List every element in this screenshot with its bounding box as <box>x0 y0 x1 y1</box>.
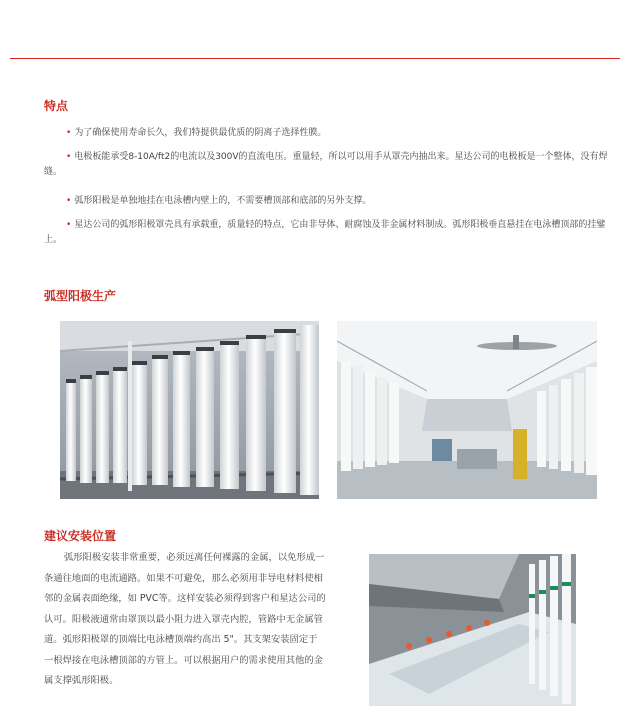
production-heading: 弧型阳极生产 <box>44 289 117 303</box>
workshop-photo <box>337 321 597 499</box>
bullet-icon: • <box>66 196 72 206</box>
anode-tubes-photo <box>60 321 319 499</box>
installation-heading: 建议安装位置 <box>44 529 117 543</box>
installation-text: 弧形阳极安装非常重要，必须远离任何裸露的金属，以免形成一条通往地面的电流通路。如果不可避免，那么必须用非导电材料使相邻的金属表面绝缘，如 PVC等。这样安装必须得到客户和星达公司的认可。阳极液通常由罩顶以最小阻力进入罩壳内腔，管路中无金属管道。弧形阳极罩的顶端比电泳槽顶端约高出 5"。其支架安装固定于一根焊接在电泳槽顶部的方管上。可以根据用户的需求使用其他的金属支撑弧形阳极。 <box>44 552 326 686</box>
feature-item-1: • 为了确保使用寿命长久，我们特提供最优质的阴离子选择性膜。 <box>66 128 327 138</box>
bullet-icon: • <box>66 220 72 230</box>
feature-item-3: • 弧形阳极是单独地挂在电泳槽内壁上的，不需要槽顶部和底部的另外支撑。 <box>66 196 372 206</box>
feature-item-2: • 电极板能承受8-10A/ft2的电流以及300V的直流电压。重量轻，所以可以用手从罩壳内抽出来。星达公司的电极板是一个整体，没有焊缝。 <box>44 152 608 177</box>
bullet-icon: • <box>66 128 72 138</box>
feature-item-4: • 星达公司的弧形阳极罩壳具有承载重，质量轻的特点，它由非导体、耐腐蚀及非金属材料制成。弧形阳极垂直悬挂在电泳槽顶部的挂鐾上。 <box>44 220 606 245</box>
features-heading: 特点 <box>44 99 69 113</box>
bullet-icon: • <box>66 152 72 162</box>
tank-photo <box>369 554 576 706</box>
header-rule <box>10 58 620 59</box>
